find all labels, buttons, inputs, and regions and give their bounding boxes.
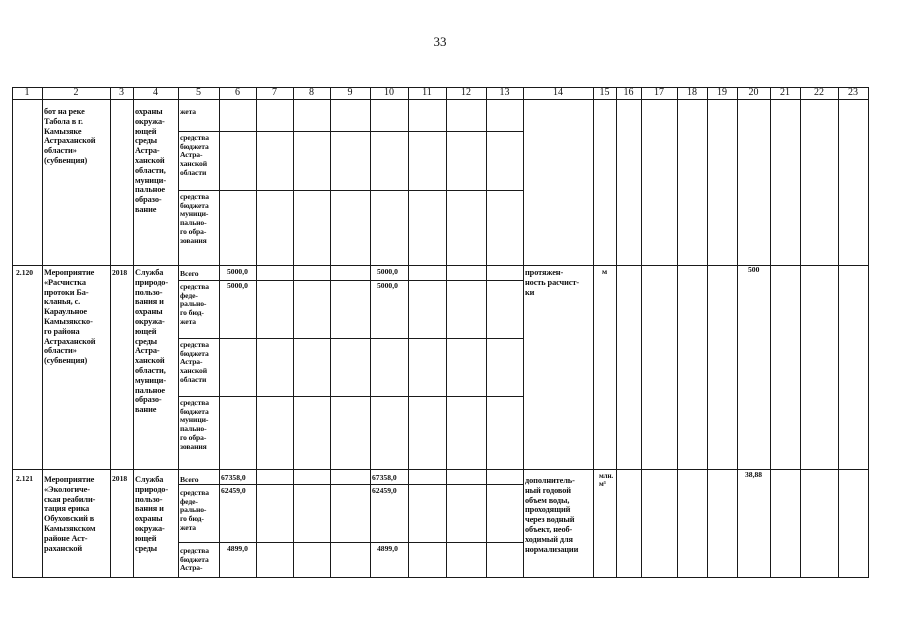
column-border bbox=[110, 87, 111, 578]
column-border bbox=[408, 87, 409, 578]
block1-source-regional: средства бюджета Астра- ханской области bbox=[180, 340, 209, 384]
block0-name: бот на реке Табола в г. Камызяке Астраханской области» (субвенция) bbox=[44, 107, 96, 165]
block1-number: 2.120 bbox=[16, 268, 34, 277]
block1-indicator: протяжен- ность расчист- ки bbox=[525, 268, 580, 297]
sub-row-separator bbox=[178, 396, 524, 397]
column-border bbox=[593, 87, 594, 578]
block0-source-regional: средства бюджета Астра- ханской области bbox=[180, 133, 209, 177]
column-border bbox=[677, 87, 678, 578]
block0-source-municipal: средства бюджета муници- пально- го обра- зования bbox=[180, 192, 209, 245]
column-border bbox=[42, 87, 43, 578]
column-border bbox=[178, 87, 179, 578]
column-border bbox=[12, 87, 13, 578]
column-header-23: 23 bbox=[848, 87, 858, 98]
sub-row-separator bbox=[178, 338, 524, 339]
column-header-17: 17 bbox=[654, 87, 664, 98]
column-header-19: 19 bbox=[717, 87, 727, 98]
column-border bbox=[868, 87, 869, 578]
column-border bbox=[737, 87, 738, 578]
block2-total-col10: 67358,0 bbox=[372, 473, 397, 482]
column-border bbox=[641, 87, 642, 578]
block2-total-col6: 67358,0 bbox=[221, 473, 246, 482]
column-header-20: 20 bbox=[748, 87, 759, 98]
column-header-21: 21 bbox=[780, 87, 790, 98]
column-header-9: 9 bbox=[347, 87, 353, 98]
row-separator bbox=[12, 265, 869, 266]
block1-name: Мероприятие «Расчистка протоки Ба- кланья, с. Караульное Камызякско- го района Астраханской области» (субвенция) bbox=[44, 268, 96, 366]
column-header-16: 16 bbox=[623, 87, 634, 98]
block1-total-col6: 5000,0 bbox=[227, 267, 248, 276]
block1-source-total: Всего bbox=[180, 269, 199, 278]
block2-source-regional: средства бюджета Астра- bbox=[180, 546, 209, 573]
column-border bbox=[838, 87, 839, 578]
column-header-7: 7 bbox=[272, 87, 277, 98]
block1-col20-value: 500 bbox=[748, 265, 760, 274]
block2-federal-col6: 62459,0 bbox=[221, 486, 246, 495]
sub-row-separator bbox=[178, 131, 524, 132]
column-header-11: 11 bbox=[422, 87, 432, 98]
column-header-13: 13 bbox=[499, 87, 510, 98]
column-header-12: 12 bbox=[461, 87, 471, 98]
block1-federal-col10: 5000,0 bbox=[377, 281, 398, 290]
block1-year: 2018 bbox=[112, 268, 128, 277]
column-header-10: 10 bbox=[384, 87, 394, 98]
column-header-5: 5 bbox=[196, 87, 201, 98]
block1-executor: Служба природо- пользо- вания и охраны окружа- ющей среды Астра- ханской области, муници- пальное образо- вание bbox=[135, 268, 169, 415]
block2-year: 2018 bbox=[112, 474, 128, 483]
column-border bbox=[707, 87, 708, 578]
column-border bbox=[330, 87, 331, 578]
block0-executor: охраны окружа- ющей среды Астра- ханской области, муници- пальное образо- вание bbox=[135, 107, 166, 214]
column-border bbox=[523, 87, 524, 578]
sub-row-separator bbox=[178, 542, 524, 543]
column-border bbox=[133, 87, 134, 578]
column-header-3: 3 bbox=[119, 87, 124, 98]
column-header-1: 1 bbox=[24, 87, 30, 98]
block2-indicator: дополнитель- ный годовой объем воды, проходящий через водный объект, необ- ходимый для нормализации bbox=[525, 476, 579, 554]
block2-col20-value: 38,88 bbox=[745, 470, 763, 479]
column-border bbox=[219, 87, 220, 578]
block2-source-total: Всего bbox=[180, 475, 199, 484]
block2-regional-col6: 4899,0 bbox=[227, 544, 248, 553]
header-bottom-border bbox=[12, 99, 869, 100]
column-header-4: 4 bbox=[153, 87, 158, 98]
block2-unit: млн. м³ bbox=[599, 472, 614, 488]
block2-federal-col10: 62459,0 bbox=[372, 486, 397, 495]
column-border bbox=[800, 87, 801, 578]
block0-source-federal-tail: жета bbox=[180, 107, 196, 116]
column-header-2: 2 bbox=[73, 87, 79, 98]
column-header-8: 8 bbox=[309, 87, 314, 98]
column-border bbox=[370, 87, 371, 578]
column-header-15: 15 bbox=[599, 87, 610, 98]
block2-name: Мероприятие «Экологиче- ская реабили- тация ерика Обуховский в Камызякском районе Аст- раханской bbox=[44, 475, 96, 553]
sub-row-separator bbox=[178, 190, 524, 191]
column-header-22: 22 bbox=[814, 87, 824, 98]
block2-number: 2.121 bbox=[16, 474, 34, 483]
block1-unit: м bbox=[602, 267, 608, 276]
column-header-14: 14 bbox=[553, 87, 563, 98]
column-border bbox=[256, 87, 257, 578]
block1-total-col10: 5000,0 bbox=[377, 267, 398, 276]
column-border bbox=[486, 87, 487, 578]
table-bottom-border bbox=[12, 577, 869, 578]
column-header-18: 18 bbox=[687, 87, 697, 98]
column-border bbox=[293, 87, 294, 578]
block2-source-federal: средства феде- рально- го бюд- жета bbox=[180, 488, 209, 532]
sub-row-separator bbox=[178, 484, 524, 485]
column-border bbox=[770, 87, 771, 578]
column-header-6: 6 bbox=[235, 87, 240, 98]
block1-source-municipal: средства бюджета муници- пально- го обра- зования bbox=[180, 398, 209, 451]
block2-executor: Служба природо- пользо- вания и охраны окружа- ющей среды bbox=[135, 475, 169, 553]
block1-source-federal: средства феде- рально- го бюд- жета bbox=[180, 282, 209, 326]
column-border bbox=[446, 87, 447, 578]
block2-regional-col10: 4899,0 bbox=[377, 544, 398, 553]
row-separator bbox=[12, 469, 869, 470]
block1-federal-col6: 5000,0 bbox=[227, 281, 248, 290]
page-number: 33 bbox=[433, 34, 447, 49]
column-border bbox=[616, 87, 617, 578]
